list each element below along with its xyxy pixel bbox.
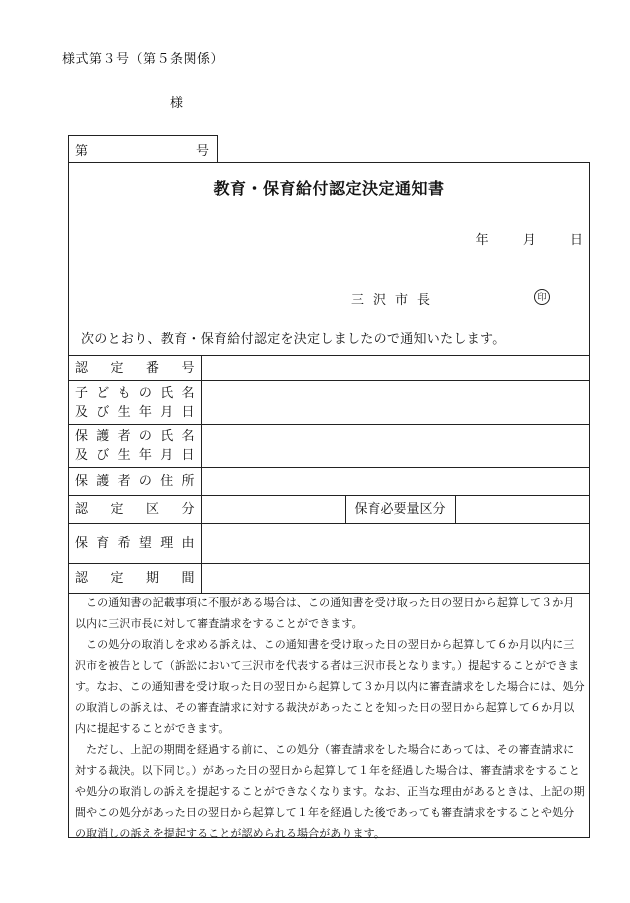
label-cert-period: 認定期間: [69, 564, 201, 594]
table-row: [69, 496, 589, 524]
value-care-amount-category: [455, 496, 589, 524]
label-cert-number: 認定番号: [69, 356, 201, 381]
value-guardian-address: [201, 468, 589, 496]
value-cert-period: [201, 564, 589, 594]
issuer-name: 三沢市長: [351, 293, 440, 308]
label-guardian-name-line1: 保護者の氏名: [75, 429, 195, 444]
document-title: 教育・保育給付認定決定通知書: [213, 179, 445, 198]
date-month: 月: [522, 233, 536, 248]
table-row: [69, 425, 589, 468]
number-suffix: 号: [195, 144, 209, 159]
value-child-name: [201, 381, 589, 425]
value-guardian-name: [201, 425, 589, 468]
date-day: 日: [569, 233, 583, 248]
value-care-reason: [201, 524, 589, 564]
label-care-amount-category: 保育必要量区分: [345, 496, 455, 524]
label-child-name-line1: 子どもの氏名: [75, 385, 195, 401]
table-row: [69, 564, 589, 594]
label-cert-category: 認定区分: [69, 496, 201, 524]
notice-frame: [68, 162, 590, 838]
label-guardian-name-line2: 及び生年月日: [75, 448, 195, 463]
note-paragraph-1: この通知書の記載事項に不服がある場合は、この通知書を受け取った日の翌日から起算して３か月以内に三沢市長に対して審査請求をすることができます。: [75, 596, 575, 630]
table-row: [69, 468, 589, 496]
document-number-box: [68, 135, 218, 162]
label-child-name: [69, 381, 201, 425]
number-prefix: 第: [75, 144, 89, 159]
note-paragraph-3: ただし、上記の期間を経過する前に、この処分（審査請求をした場合にあっては、その審査請求に対する裁決。以下同じ。）があった日の翌日から起算して１年を経過した場合は、審査請求をすることや処分の取消しの訴えを提起することができなくなります。なお、正当な理由があるときは、上記の期間やこの処分があった日の翌日から起算して１年を経過した後であっても審査請求をすることや処分の取消しの訴えを提起することが認められる場合があります。: [75, 743, 585, 840]
label-child-name-line2: 及び生年月日: [75, 404, 195, 420]
table-row: [69, 524, 589, 564]
value-cert-category: [201, 496, 345, 524]
note-paragraph-2: この処分の取消しを求める訴えは、この通知書を受け取った日の翌日から起算して６か月以内に三沢市を被告として（訴訟において三沢市を代表する者は三沢市長となります。）提起することができます。なお、この通知書を受け取った日の翌日から起算して３か月以内に審査請求をした場合には、処分の取消しの訴えは、その審査請求に対する裁決があったことを知った日の翌日から起算して６か月以内に提起することができます。: [75, 638, 585, 735]
appeal-notes: [75, 592, 585, 844]
value-cert-number: [201, 356, 589, 381]
form-number: 様式第３号（第５条関係）: [62, 52, 225, 67]
issue-date: [450, 229, 583, 248]
intro-text: 次のとおり、教育・保育給付認定を決定しましたので通知いたします。: [81, 332, 506, 347]
label-care-reason: 保育希望理由: [69, 524, 201, 564]
label-guardian-name: [69, 425, 201, 468]
label-guardian-address: 保護者の住所: [69, 468, 201, 496]
date-year: 年: [475, 233, 489, 248]
seal-mark: 印: [534, 289, 550, 305]
table-row: [69, 381, 589, 425]
addressee-suffix: 様: [170, 96, 184, 111]
table-row: [69, 356, 589, 381]
notice-fields-table: [69, 355, 589, 594]
